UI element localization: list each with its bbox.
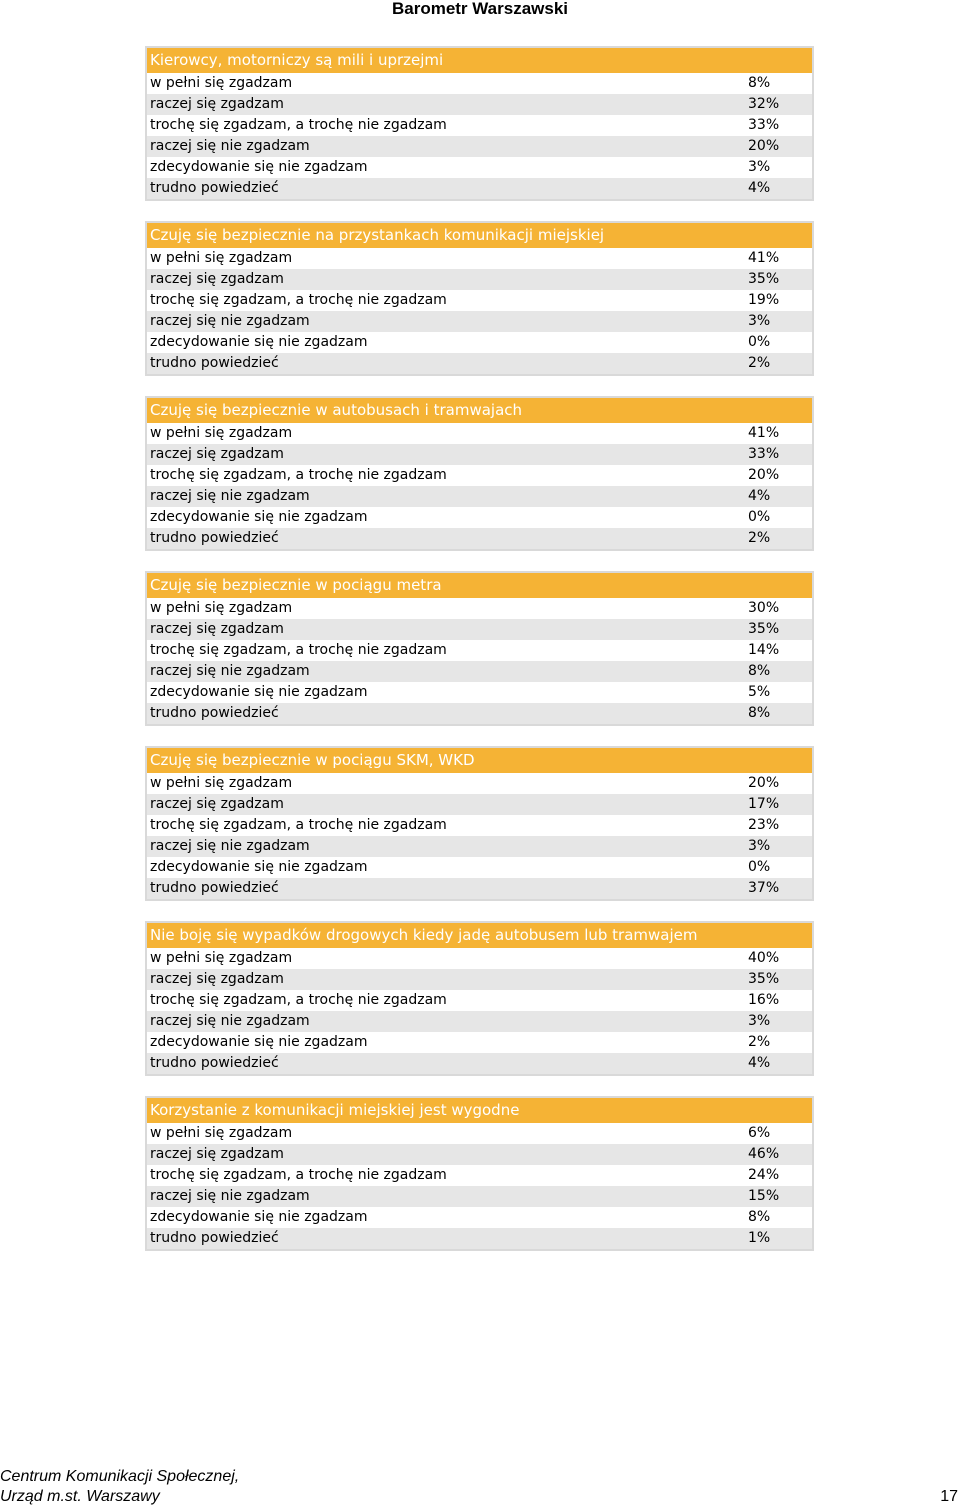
row-value: 2% (748, 530, 771, 546)
table-row (147, 619, 812, 640)
table-row (147, 1144, 812, 1165)
table-row (147, 178, 812, 199)
row-value: 35% (748, 271, 780, 287)
row-label: trudno powiedzieć (150, 530, 279, 546)
row-label: raczej się nie zgadzam (150, 1013, 310, 1029)
row-label: trudno powiedzieć (150, 880, 279, 896)
row-label: w pełni się zgadzam (150, 1125, 293, 1141)
table-row (147, 507, 812, 528)
table-row (147, 311, 812, 332)
survey-table (145, 1096, 814, 1251)
row-label: w pełni się zgadzam (150, 250, 293, 266)
table-row (147, 444, 812, 465)
row-value: 3% (748, 838, 771, 854)
table-row (147, 423, 812, 444)
row-value: 2% (748, 355, 771, 371)
table-row (147, 640, 812, 661)
row-value: 20% (748, 467, 780, 483)
row-value: 2% (748, 1034, 771, 1050)
row-label: trochę się zgadzam, a trochę nie zgadzam (150, 642, 447, 658)
row-label: trochę się zgadzam, a trochę nie zgadzam (150, 992, 447, 1008)
row-value: 1% (748, 1230, 771, 1246)
row-value: 4% (748, 488, 771, 504)
table-title: Korzystanie z komunikacji miejskiej jest wygodne (147, 1098, 812, 1123)
row-value: 0% (748, 334, 771, 350)
row-value: 17% (748, 796, 780, 812)
survey-table (145, 396, 814, 551)
row-label: w pełni się zgadzam (150, 75, 293, 91)
row-label: zdecydowanie się nie zgadzam (150, 334, 368, 350)
table-title: Kierowcy, motorniczy są mili i uprzejmi (147, 48, 812, 73)
row-label: raczej się zgadzam (150, 796, 284, 812)
table-row (147, 269, 812, 290)
survey-table (145, 921, 814, 1076)
row-value: 46% (748, 1146, 780, 1162)
row-label: zdecydowanie się nie zgadzam (150, 509, 368, 525)
row-label: raczej się zgadzam (150, 971, 284, 987)
table-row (147, 486, 812, 507)
row-label: trudno powiedzieć (150, 180, 279, 196)
row-value: 41% (748, 425, 780, 441)
row-value: 8% (748, 1209, 771, 1225)
row-label: zdecydowanie się nie zgadzam (150, 159, 368, 175)
row-value: 20% (748, 775, 780, 791)
table-row (147, 1228, 812, 1249)
table-row (147, 682, 812, 703)
row-label: trochę się zgadzam, a trochę nie zgadzam (150, 817, 447, 833)
table-title: Nie boję się wypadków drogowych kiedy jadę autobusem lub tramwajem (147, 923, 812, 948)
row-value: 4% (748, 180, 771, 196)
row-value: 35% (748, 971, 780, 987)
table-row (147, 465, 812, 486)
row-label: raczej się nie zgadzam (150, 1188, 310, 1204)
row-label: zdecydowanie się nie zgadzam (150, 1209, 368, 1225)
row-label: raczej się nie zgadzam (150, 663, 310, 679)
row-label: raczej się zgadzam (150, 1146, 284, 1162)
footer-org-line2: Urząd m.st. Warszawy (0, 1488, 160, 1505)
row-label: trochę się zgadzam, a trochę nie zgadzam (150, 117, 447, 133)
row-label: zdecydowanie się nie zgadzam (150, 1034, 368, 1050)
page-title: Barometr Warszawski (391, 0, 569, 18)
row-label: trudno powiedzieć (150, 1230, 279, 1246)
table-row (147, 773, 812, 794)
table-row (147, 1032, 812, 1053)
footer-org-line1: Centrum Komunikacji Społecznej, (0, 1468, 240, 1485)
table-row (147, 1186, 812, 1207)
row-value: 41% (748, 250, 780, 266)
table-row (147, 815, 812, 836)
row-label: raczej się zgadzam (150, 446, 284, 462)
row-value: 32% (748, 96, 780, 112)
table-title: Czuję się bezpiecznie w pociągu SKM, WKD (147, 748, 812, 773)
row-value: 6% (748, 1125, 771, 1141)
row-value: 16% (748, 992, 780, 1008)
table-row (147, 1165, 812, 1186)
table-row (147, 1207, 812, 1228)
row-label: raczej się nie zgadzam (150, 488, 310, 504)
row-value: 0% (748, 509, 771, 525)
page-number: 17 (940, 1488, 958, 1505)
table-row (147, 878, 812, 899)
survey-tables (145, 46, 814, 1271)
row-label: w pełni się zgadzam (150, 775, 293, 791)
table-row (147, 248, 812, 269)
table-row (147, 703, 812, 724)
row-value: 8% (748, 75, 771, 91)
row-value: 30% (748, 600, 780, 616)
row-label: zdecydowanie się nie zgadzam (150, 684, 368, 700)
survey-table (145, 221, 814, 376)
row-value: 4% (748, 1055, 771, 1071)
table-row (147, 661, 812, 682)
table-row (147, 948, 812, 969)
table-row (147, 969, 812, 990)
row-value: 3% (748, 159, 771, 175)
row-value: 8% (748, 663, 771, 679)
table-title: Czuję się bezpiecznie w autobusach i tramwajach (147, 398, 812, 423)
row-value: 33% (748, 117, 780, 133)
row-label: zdecydowanie się nie zgadzam (150, 859, 368, 875)
row-label: raczej się nie zgadzam (150, 313, 310, 329)
row-value: 14% (748, 642, 780, 658)
row-value: 19% (748, 292, 780, 308)
row-label: trochę się zgadzam, a trochę nie zgadzam (150, 1167, 447, 1183)
row-value: 35% (748, 621, 780, 637)
table-row (147, 857, 812, 878)
row-label: raczej się nie zgadzam (150, 138, 310, 154)
table-row (147, 836, 812, 857)
row-value: 20% (748, 138, 780, 154)
table-row (147, 1053, 812, 1074)
footer-organization (0, 1467, 239, 1507)
survey-table (145, 746, 814, 901)
row-label: w pełni się zgadzam (150, 950, 293, 966)
row-label: w pełni się zgadzam (150, 425, 293, 441)
row-value: 40% (748, 950, 780, 966)
table-row (147, 157, 812, 178)
table-row (147, 598, 812, 619)
table-row (147, 73, 812, 94)
row-value: 3% (748, 1013, 771, 1029)
table-row (147, 1011, 812, 1032)
row-label: trochę się zgadzam, a trochę nie zgadzam (150, 292, 447, 308)
table-title: Czuję się bezpiecznie w pociągu metra (147, 573, 812, 598)
table-row (147, 990, 812, 1011)
table-row (147, 94, 812, 115)
row-value: 8% (748, 705, 771, 721)
row-label: raczej się zgadzam (150, 96, 284, 112)
row-value: 0% (748, 859, 771, 875)
row-label: trudno powiedzieć (150, 705, 279, 721)
survey-table (145, 46, 814, 201)
row-label: trudno powiedzieć (150, 1055, 279, 1071)
table-title: Czuję się bezpiecznie na przystankach komunikacji miejskiej (147, 223, 812, 248)
table-row (147, 290, 812, 311)
table-row (147, 1123, 812, 1144)
table-row (147, 115, 812, 136)
row-value: 5% (748, 684, 771, 700)
table-row (147, 794, 812, 815)
row-label: w pełni się zgadzam (150, 600, 293, 616)
row-value: 37% (748, 880, 780, 896)
row-value: 3% (748, 313, 771, 329)
table-row (147, 332, 812, 353)
row-value: 23% (748, 817, 780, 833)
row-value: 15% (748, 1188, 780, 1204)
table-row (147, 353, 812, 374)
row-label: raczej się zgadzam (150, 271, 284, 287)
survey-table (145, 571, 814, 726)
row-label: trochę się zgadzam, a trochę nie zgadzam (150, 467, 447, 483)
row-label: raczej się zgadzam (150, 621, 284, 637)
row-label: raczej się nie zgadzam (150, 838, 310, 854)
row-value: 33% (748, 446, 780, 462)
row-label: trudno powiedzieć (150, 355, 279, 371)
row-value: 24% (748, 1167, 780, 1183)
table-row (147, 136, 812, 157)
table-row (147, 528, 812, 549)
